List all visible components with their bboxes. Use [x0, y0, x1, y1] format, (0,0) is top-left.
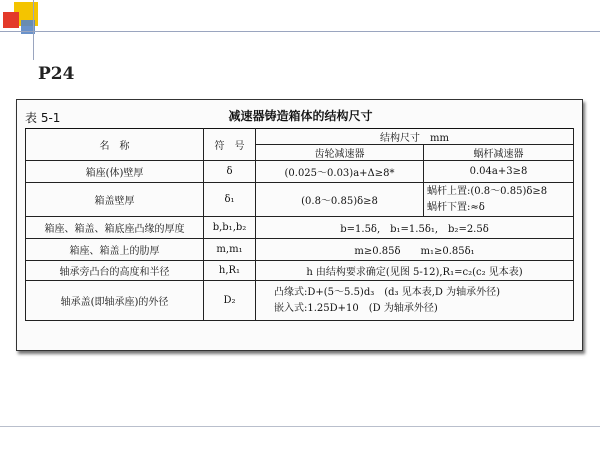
cell-worm: 0.04a+3≥8 — [424, 161, 574, 183]
scanned-table-image — [16, 99, 583, 351]
cell-symbol: D₂ — [204, 281, 256, 321]
top-divider — [0, 31, 600, 32]
cell-gear: (0.8～0.85)δ≥8 — [256, 183, 424, 217]
header-gear-reducer: 齿轮减速器 — [256, 145, 424, 161]
cell-symbol: δ — [204, 161, 256, 183]
cell-worm — [424, 183, 574, 217]
cell-symbol: h,R₁ — [204, 261, 256, 281]
cell-name: 箱座、箱盖、箱底座凸缘的厚度 — [26, 217, 204, 239]
table-row — [26, 261, 574, 281]
cell-value: h 由结构要求确定(见图 5-12),R₁=c₂(c₂ 见本表) — [256, 261, 574, 281]
cell-value: m≥0.85δ m₁≥0.85δ₁ — [256, 239, 574, 261]
cell-name: 箱座(体)壁厚 — [26, 161, 204, 183]
cell-value — [256, 281, 574, 321]
worm-upper-line: 蜗杆上置:(0.8～0.85)δ≥8 — [427, 185, 548, 197]
table-title: 减速器铸造箱体的结构尺寸 — [228, 109, 373, 123]
table-row — [26, 161, 574, 183]
table-number: 表 5-1 — [25, 111, 61, 125]
cell-symbol: δ₁ — [204, 183, 256, 217]
header-name: 名 称 — [26, 129, 204, 161]
cell-gear: (0.025～0.03)a+Δ≥8* — [256, 161, 424, 183]
header-worm-reducer: 蜗杆减速器 — [424, 145, 574, 161]
cell-symbol: m,m₁ — [204, 239, 256, 261]
decor-red-square — [3, 12, 19, 28]
cell-symbol: b,b₁,b₂ — [204, 217, 256, 239]
slide-page-label: P24 — [38, 64, 75, 84]
table-row — [26, 239, 574, 261]
flange-type-line: 凸缘式:D+(5～5.5)d₃ (d₃ 见本表,D 为轴承外径) — [274, 286, 501, 298]
worm-lower-line: 蜗杆下置:≈δ — [427, 201, 485, 213]
structure-size-table — [25, 128, 574, 321]
table-row — [26, 183, 574, 217]
left-divider — [33, 0, 34, 60]
cell-name: 轴承旁凸台的高度和半径 — [26, 261, 204, 281]
header-structure-size: 结构尺寸 mm — [256, 129, 574, 145]
table-row — [26, 281, 574, 321]
header-symbol: 符 号 — [204, 129, 256, 161]
cell-value: b=1.5δ, b₁=1.5δ₁, b₂=2.5δ — [256, 217, 574, 239]
table-row — [26, 217, 574, 239]
cell-name: 箱座、箱盖上的肋厚 — [26, 239, 204, 261]
cell-name: 轴承盖(即轴承座)的外径 — [26, 281, 204, 321]
cell-name: 箱盖壁厚 — [26, 183, 204, 217]
embedded-type-line: 嵌入式:1.25D+10 (D 为轴承外径) — [274, 302, 438, 314]
bottom-divider — [0, 426, 600, 427]
